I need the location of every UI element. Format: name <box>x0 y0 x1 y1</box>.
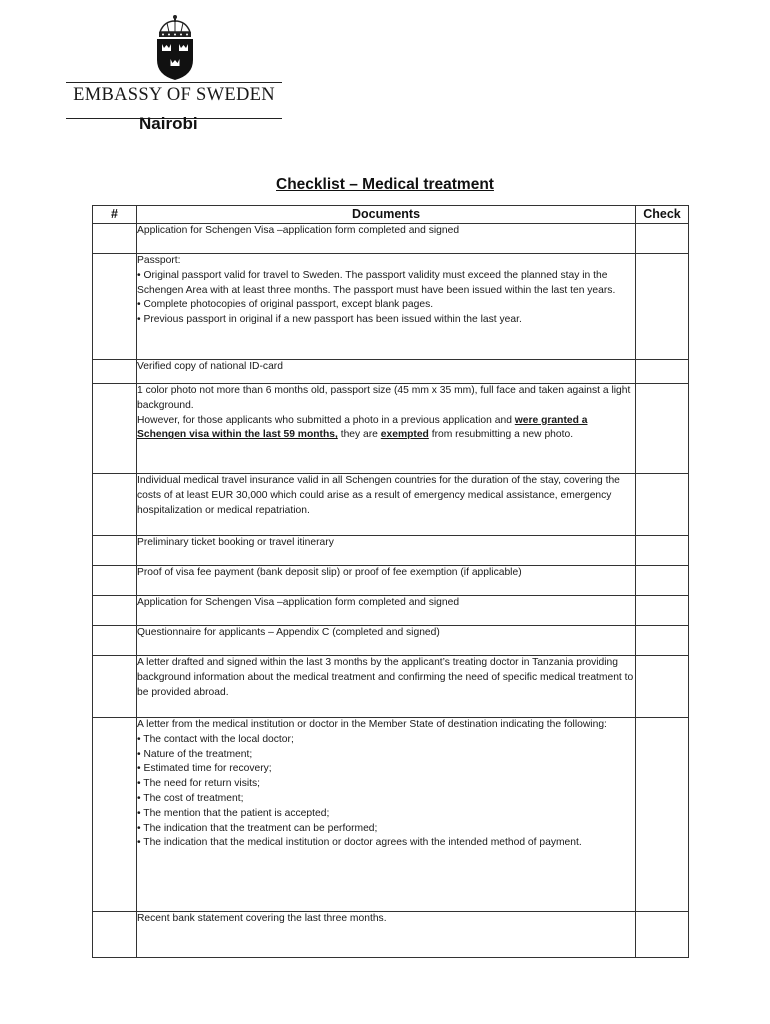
document-line: Passport: <box>137 255 181 266</box>
checklist-table <box>92 205 689 958</box>
row-number-cell <box>93 224 137 254</box>
document-line: Proof of visa fee payment (bank deposit slip) or proof of fee exemption (if applicable) <box>137 567 522 578</box>
check-box-cell[interactable] <box>636 656 689 718</box>
table-row <box>93 596 689 626</box>
row-number-cell <box>93 912 137 958</box>
row-number-cell <box>93 360 137 384</box>
document-line: • Complete photocopies of original passport, except blank pages. <box>137 299 434 311</box>
document-line: • Estimated time for recovery; <box>137 763 272 775</box>
table-row <box>93 656 689 718</box>
document-cell <box>137 626 636 656</box>
row-number-cell <box>93 656 137 718</box>
table-row <box>93 474 689 536</box>
documents-column-header: Documents <box>137 206 636 224</box>
table-row <box>93 912 689 958</box>
check-column-header: Check <box>636 206 689 224</box>
emphasized-text: were granted a Schengen visa within the last 59 months, <box>137 414 588 441</box>
check-box-cell[interactable] <box>636 384 689 474</box>
page-title: Checklist – Medical treatment <box>276 176 494 193</box>
document-line: • The cost of treatment; <box>137 792 244 804</box>
document-cell <box>137 254 636 360</box>
row-number-cell <box>93 254 137 360</box>
document-line: Preliminary ticket booking or travel itinerary <box>137 537 334 548</box>
document-cell <box>137 360 636 384</box>
document-line: Application for Schengen Visa –application form completed and signed <box>137 225 460 236</box>
document-line: Individual medical travel insurance valid in all Schengen countries for the duration of the stay, covering the costs of at least EUR 30,000 which could arise as a result of emergency medical assistance, emergency hospitalization or medical repatriation. <box>137 475 620 516</box>
swedish-coat-of-arms-icon <box>152 14 198 82</box>
document-line: • The mention that the patient is accepted; <box>137 807 330 819</box>
document-cell <box>137 384 636 474</box>
document-cell <box>137 718 636 912</box>
document-cell <box>137 656 636 718</box>
table-row <box>93 566 689 596</box>
document-line: Recent bank statement covering the last three months. <box>137 913 387 924</box>
row-number-cell <box>93 596 137 626</box>
table-row <box>93 384 689 474</box>
logo-divider-top <box>66 82 282 83</box>
document-line: • The contact with the local doctor; <box>137 733 294 745</box>
table-row <box>93 224 689 254</box>
table-header-row <box>93 206 689 224</box>
note-text: from resubmitting a new photo. <box>428 429 574 441</box>
check-box-cell[interactable] <box>636 474 689 536</box>
document-cell <box>137 224 636 254</box>
emphasized-text: exempted <box>380 429 429 441</box>
document-line: A letter from the medical institution or doctor in the Member State of destination indicating the following: <box>137 719 607 730</box>
table-row <box>93 254 689 360</box>
note-text: they are <box>337 429 381 441</box>
row-number-cell <box>93 536 137 566</box>
document-line: Questionnaire for applicants – Appendix C (completed and signed) <box>137 627 440 638</box>
check-box-cell[interactable] <box>636 566 689 596</box>
check-box-cell[interactable] <box>636 912 689 958</box>
document-line: 1 color photo not more than 6 months old, passport size (45 mm x 35 mm), full face and taken against a light background. <box>137 385 631 411</box>
check-box-cell[interactable] <box>636 360 689 384</box>
document-line: • The need for return visits; <box>137 778 261 790</box>
document-line: • The indication that the treatment can be performed; <box>137 822 378 834</box>
embassy-city: Nairobi <box>139 114 198 133</box>
row-number-cell <box>93 474 137 536</box>
embassy-name: EMBASSY OF SWEDEN <box>73 85 275 105</box>
note-text: However, for those applicants who submitted a photo in a previous application and <box>137 414 515 426</box>
check-box-cell[interactable] <box>636 536 689 566</box>
document-cell <box>137 566 636 596</box>
document-cell <box>137 536 636 566</box>
document-cell <box>137 474 636 536</box>
document-line: • The indication that the medical institution or doctor agrees with the intended method of payment. <box>137 837 582 849</box>
check-box-cell[interactable] <box>636 596 689 626</box>
check-box-cell[interactable] <box>636 718 689 912</box>
table-row <box>93 718 689 912</box>
document-line: Verified copy of national ID-card <box>137 361 283 372</box>
document-line: • Nature of the treatment; <box>137 748 253 760</box>
row-number-cell <box>93 384 137 474</box>
document-cell <box>137 596 636 626</box>
document-line: Application for Schengen Visa –application form completed and signed <box>137 597 460 608</box>
number-column-header: # <box>93 206 137 224</box>
check-box-cell[interactable] <box>636 626 689 656</box>
document-cell <box>137 912 636 958</box>
document-line: • Previous passport in original if a new passport has been issued within the last year. <box>137 314 522 326</box>
document-line: A letter drafted and signed within the last 3 months by the applicant’s treating doctor in Tanzania providing background information about the medical treatment and confirming the need of specific medical treatment to be provided abroad. <box>137 657 634 698</box>
check-box-cell[interactable] <box>636 224 689 254</box>
table-row <box>93 626 689 656</box>
row-number-cell <box>93 718 137 912</box>
table-row <box>93 536 689 566</box>
table-row <box>93 360 689 384</box>
check-box-cell[interactable] <box>636 254 689 360</box>
row-number-cell <box>93 566 137 596</box>
row-number-cell <box>93 626 137 656</box>
document-line: • Original passport valid for travel to Sweden. The passport validity must exceed the planned stay in the Schengen Area with at least three months. The passport must have been issued within the last ten years. <box>137 269 616 296</box>
photo-exemption-note <box>137 414 635 444</box>
